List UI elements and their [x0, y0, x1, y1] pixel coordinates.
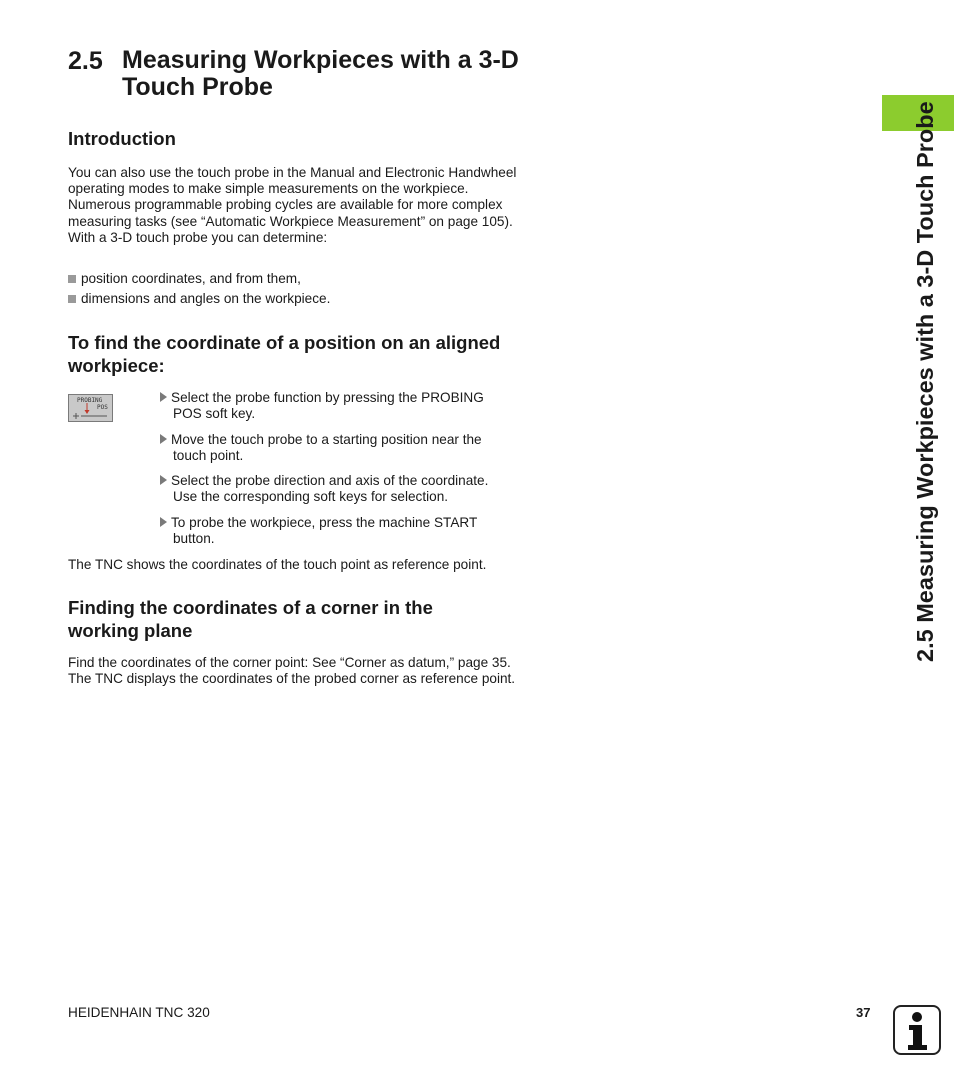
page-number: 37	[856, 1005, 871, 1020]
list-item-text: position coordinates, and from them,	[81, 271, 301, 286]
step-item: To probe the workpiece, press the machine START button.	[160, 515, 515, 547]
find-coordinate-heading: To find the coordinate of a position on an aligned workpiece:	[68, 332, 501, 376]
result-text: The TNC shows the coordinates of the touch point as reference point.	[68, 557, 487, 572]
list-item	[68, 271, 301, 287]
softkey-label-line2: POS	[97, 404, 108, 411]
section-title: Measuring Workpieces with a 3-D Touch Probe	[122, 46, 519, 101]
list-item	[68, 291, 330, 307]
step-arrow-icon	[160, 434, 167, 444]
intro-heading: Introduction	[68, 128, 176, 149]
softkey-label-line1: PROBING	[77, 397, 103, 404]
step-item: Select the probe direction and axis of the coordinate. Use the corresponding soft keys for selection.	[160, 473, 515, 505]
step-arrow-icon	[160, 392, 167, 402]
step-item: Select the probe function by pressing the PROBING POS soft key.	[160, 390, 515, 422]
step-arrow-icon	[160, 517, 167, 527]
footer-product: HEIDENHAIN TNC 320	[68, 1005, 210, 1020]
list-item-text: dimensions and angles on the workpiece.	[81, 291, 331, 306]
info-icon	[893, 1005, 941, 1055]
bullet-square-icon	[68, 295, 76, 303]
corner-heading: Finding the coordinates of a corner in the working plane	[68, 597, 433, 641]
bullet-square-icon	[68, 275, 76, 283]
corner-paragraph: Find the coordinates of the corner point: See “Corner as datum,” page 35. The TNC displays the coordinates of the probed corner as reference point.	[68, 655, 516, 687]
intro-paragraph: You can also use the touch probe in the Manual and Electronic Handwheel operating modes to make simple measurements on the workpiece. Numerous programmable probing cycles are available for more complex measuring tasks (see “Automatic Workpiece Measurement” on page 105). With a 3-D touch probe you can determine:	[68, 165, 517, 245]
probing-pos-softkey-icon	[68, 394, 113, 422]
step-item: Move the touch probe to a starting position near the touch point.	[160, 432, 515, 464]
step-arrow-icon	[160, 475, 167, 485]
sidebar-section-title: 2.5 Measuring Workpieces with a 3-D Touch Probe	[912, 101, 938, 662]
section-number: 2.5	[68, 47, 103, 75]
info-glyph-icon	[895, 1007, 939, 1053]
probe-graphic-icon	[69, 395, 112, 421]
